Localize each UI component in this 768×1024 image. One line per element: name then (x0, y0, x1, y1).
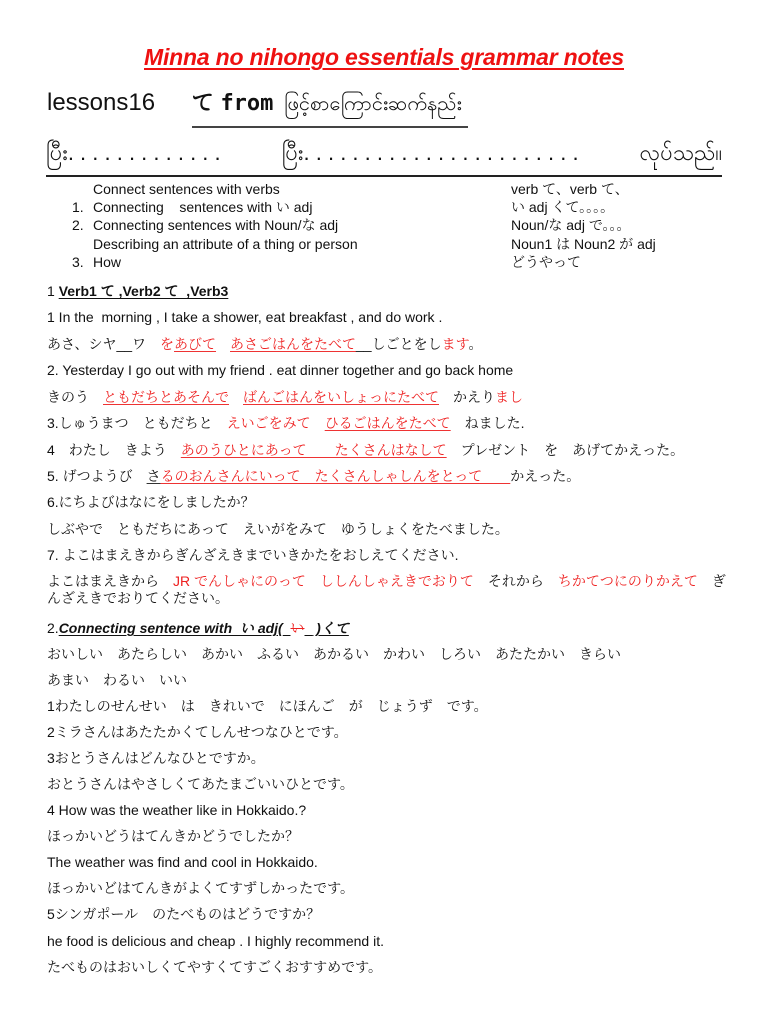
text-segment: 。 (468, 336, 483, 352)
text-segment-red-underlined: るのおんさんにいって たくさんしゃしんをとって (160, 468, 511, 484)
overview-text: Connecting sentences with Noun/な adj (93, 217, 339, 233)
text-segment: かえった。 (510, 468, 581, 484)
example-2-english: 2. Yesterday I go out with my friend . eat dinner together and go back home (47, 362, 514, 378)
section-number: 2. (47, 620, 59, 636)
overview-row (0, 198, 768, 216)
text-segment-red: JR でんしゃにのって ししんしゃえきでおりて (173, 573, 474, 589)
adj-example-4-english-answer: The weather was find and cool in Hokkaido. (47, 854, 318, 870)
overview-left (72, 198, 312, 216)
lesson-topic-myanmar: ဖြင့်စာကြောင်းဆက်နည်း (284, 93, 462, 115)
example-4-japanese (47, 441, 684, 459)
text-segment: きのう (47, 389, 103, 405)
adj-example-2: 2ミラさんはあたたかくてしんせつなひとです。 (47, 724, 348, 740)
example-6-answer: しぶやで ともだちにあって えいがをみて ゆうしょくをたべました。 (47, 521, 509, 537)
overview-row (0, 216, 768, 234)
overview-num: 2. (72, 217, 84, 233)
overview-right: Noun/な adj で。。。 (511, 217, 631, 233)
text-segment-red-underlined: ひるごはんをたべて (324, 415, 451, 431)
text-segment: 3.しゅうまつ ともだちと (47, 415, 227, 431)
adjective-list-1: おいしい あたらしい あかい ふるい あかるい かわい しろい あたたかい きらい (47, 646, 621, 662)
text-segment: __しごとをし (356, 336, 442, 352)
adj-example-3-answer: おとうさんはやさしくてあたまごいいひとです。 (47, 776, 354, 792)
lesson-topic-te: て (191, 91, 214, 116)
text-segment-red-underlined: あさごはんをたべて (230, 336, 357, 352)
text-segment (311, 415, 325, 431)
overview-left (72, 253, 121, 271)
section-2-heading (47, 618, 349, 638)
overview-row (0, 235, 768, 253)
pattern-part-3: လုပ်သည်။ (639, 140, 722, 165)
text-segment: プレゼント を あげてかえった。 (446, 442, 685, 458)
overview-right: Noun1 は Noun2 が adj (511, 236, 656, 252)
text-segment: よこはまえきから (47, 573, 173, 589)
text-segment-underlined: さ (146, 468, 161, 484)
text-segment-red: えいごをみて (226, 415, 311, 431)
text-segment-red: ちかてつにのりかえて (557, 573, 698, 589)
text-segment: それから (473, 573, 558, 589)
overview-row (0, 253, 768, 271)
overview-right: verb て、verb て、 (511, 181, 629, 197)
example-7-answer (47, 573, 727, 607)
overview-text: Describing an attribute of a thing or person (93, 236, 358, 252)
example-1-english: 1 In the morning , I take a shower, eat breakfast , and do work . (47, 309, 443, 325)
overview-num: 1. (72, 199, 84, 215)
document-title: Minna no nihongo essentials grammar notes (144, 44, 624, 70)
text-segment-red-underlined: あのうひとにあって たくさんはなして (180, 442, 447, 458)
adjective-list-2: あまい わるい いい (47, 672, 187, 688)
text-segment-red-underlined: ばんごはんをいしょっにたべて (243, 389, 439, 405)
text-segment-red: ます (441, 336, 469, 352)
overview-text: How (93, 254, 122, 270)
text-segment-red-underlined: ともだちとあそんで (103, 389, 229, 405)
example-3-japanese (47, 414, 525, 432)
section-title: Verb1 て ,Verb2 て ,Verb3 (58, 283, 229, 299)
text-segment: ねました. (450, 415, 525, 431)
section-title: Connecting sentence with い adj( (58, 620, 283, 636)
pattern-part-2: ပြီး. . . . . . . . . . . . . . . . . . . . . . . (281, 140, 579, 165)
section-title-suffix: )くて (312, 620, 349, 636)
example-6-question: 6.にちよびはなにをしましたか？ (47, 494, 255, 510)
section-1-heading (47, 281, 228, 301)
text-segment-red: まし (495, 389, 523, 405)
section-title-spacer (283, 620, 291, 636)
example-1-japanese (47, 335, 482, 353)
adj-example-3-question: 3おとうさんはどんなひとですか。 (47, 750, 265, 766)
text-segment (216, 336, 230, 352)
text-segment: ぎんざえきでおりてください。 (47, 573, 726, 606)
overview-num: 3. (72, 254, 84, 270)
overview-left (72, 216, 338, 234)
text-segment (229, 389, 243, 405)
example-5-japanese (47, 467, 580, 485)
lesson-label: lessons16 (47, 89, 156, 116)
adj-example-4-japanese-question: ほっかいどうはてんきかどうでしたか？ (47, 828, 299, 844)
overview-right: どうやって (511, 254, 581, 270)
pattern-part-1: ပြီး. . . . . . . . . . . . . (46, 140, 221, 165)
adj-example-5-english-answer: he food is delicious and cheap . I highly recommend it. (47, 933, 384, 949)
lesson-header (47, 86, 468, 128)
overview-right: い adj くて。。。。 (511, 199, 615, 215)
lesson-topic (192, 86, 468, 128)
adj-example-1: 1わたしのせんせい は きれいで にほんご が じょうず です。 (47, 698, 488, 714)
text-segment: 4 わたし きよう (47, 442, 181, 458)
lesson-topic-from: from (220, 91, 274, 116)
overview-text: Connecting sentences with い adj (93, 199, 313, 215)
adj-example-5-japanese-answer: たべものはおいしくてやすくてすごくおすすめです。 (47, 959, 383, 975)
overview-left (72, 235, 358, 253)
struck-i-ending: い (290, 620, 305, 636)
section-number: 1 (47, 283, 59, 299)
overview-left (72, 180, 280, 198)
pattern-line (46, 138, 722, 177)
overview-text: Connect sentences with verbs (93, 181, 280, 197)
overview-row (0, 180, 768, 198)
text-segment-red-underlined: あびて (174, 336, 217, 352)
text-segment: あさ、シヤ__ワ (47, 336, 161, 352)
text-segment: かえり (439, 389, 495, 405)
text-segment-red: を (160, 336, 175, 352)
adj-example-4-english-question: 4 How was the weather like in Hokkaido.? (47, 802, 307, 818)
example-7-question: 7. よこはまえきからぎんざえきまでいきかたをおしえてください. (47, 547, 459, 563)
adj-example-4-japanese-answer: ほっかいどはてんきがよくてすずしかったです。 (47, 880, 355, 896)
example-2-japanese (47, 388, 523, 406)
text-segment: 5. げつようび (47, 468, 147, 484)
adj-example-5-question: 5シンガポール のたべものはどうですか？ (47, 906, 321, 922)
